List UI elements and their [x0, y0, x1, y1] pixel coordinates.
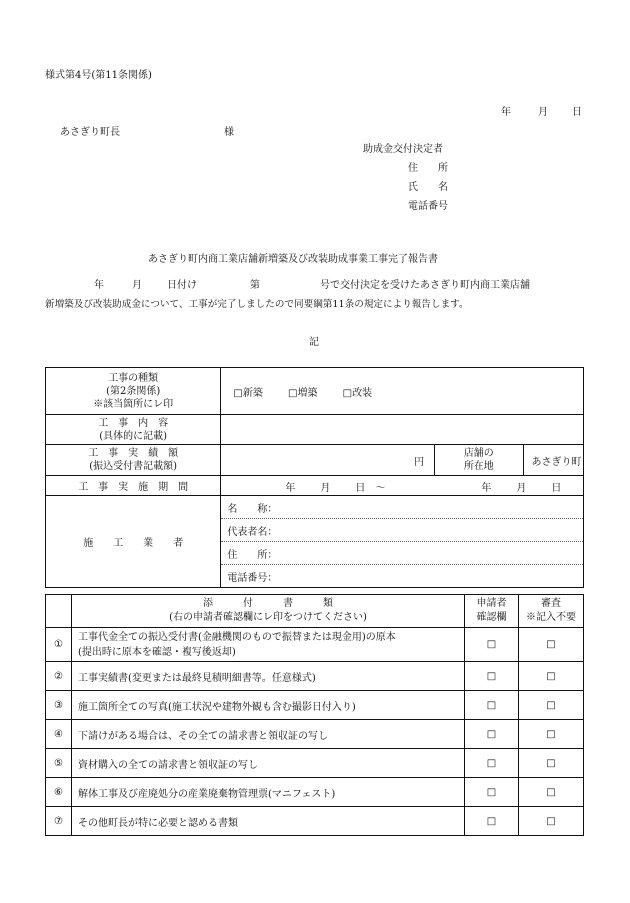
body-line2: 新増築及び改装助成金について、工事が完了しましたので同要綱第11条の規定により報告します。 [45, 299, 469, 310]
applicant-phone-label: 電話番号 [408, 201, 448, 212]
date-month: 月 [538, 107, 548, 118]
review-checkbox: □ [519, 662, 584, 691]
option-extension[interactable]: □増築 [288, 387, 318, 399]
review-checkbox: □ [519, 749, 584, 778]
applicant-heading: 助成金交付決定者 [363, 144, 443, 155]
contractor-fields [221, 496, 584, 588]
row-number: ① [46, 628, 72, 662]
work-period-label: 工 事 実 施 期 間 [46, 476, 221, 496]
table-row [46, 662, 584, 691]
attachments-table [45, 594, 584, 836]
body-day: 日付け [167, 280, 197, 291]
yen-unit: 円 [414, 456, 425, 468]
work-content-field[interactable] [221, 415, 584, 445]
contractor-label: 施 工 業 者 [46, 496, 221, 588]
work-details-table [45, 367, 584, 588]
work-amount-field[interactable] [221, 445, 435, 476]
applicant-checkbox[interactable]: □ [465, 778, 519, 807]
table-row [46, 691, 584, 720]
body-number-prefix: 第 [250, 280, 260, 291]
row-text: 下請けがある場合は、その全ての請求書と領収証の写し [72, 720, 465, 749]
row-number: ⑥ [46, 778, 72, 807]
row-text: その他町長が特に必要と認める書類 [72, 807, 465, 836]
applicant-check-header: 申請者 確認欄 [465, 595, 519, 628]
review-checkbox: □ [519, 628, 584, 662]
addressee-honorific: 様 [224, 127, 234, 138]
applicant-name-label: 氏 名 [408, 182, 448, 193]
applicant-checkbox[interactable]: □ [465, 662, 519, 691]
option-renovation[interactable]: □改装 [342, 387, 373, 399]
period-end-month: 月 [516, 483, 527, 494]
store-location-label: 店舗の 所在地 [435, 445, 523, 476]
addressee-name: あさぎり町長 [60, 127, 120, 138]
period-end-day: 日 [551, 483, 562, 494]
period-start-month: 月 [320, 483, 331, 494]
table-row [46, 749, 584, 778]
date-year: 年 [501, 107, 511, 118]
work-amount-label: 工 事 実 績 額 (振込受付書記載額) [46, 445, 221, 476]
review-checkbox: □ [519, 720, 584, 749]
row-number: ⑤ [46, 749, 72, 778]
applicant-checkbox[interactable]: □ [465, 691, 519, 720]
work-type-options [221, 368, 584, 415]
review-header: 審査 ※記入不要 [519, 595, 584, 628]
work-type-label: 工事の種類 (第2条関係) ※該当箇所にレ印 [46, 368, 221, 415]
applicant-checkbox[interactable]: □ [465, 807, 519, 836]
contractor-name-field[interactable]: 名 称： [221, 496, 583, 519]
contractor-rep-field[interactable]: 代表者名： [221, 519, 583, 542]
body-line1-rest: 号で交付決定を受けたあさぎり町内商工業店舗 [320, 280, 530, 291]
body-year: 年 [94, 280, 104, 291]
store-location-field[interactable]: あさぎり町 [523, 445, 583, 476]
applicant-address-label: 住 所 [408, 163, 448, 174]
row-number: ③ [46, 691, 72, 720]
table-row [46, 628, 584, 662]
work-period-field[interactable] [221, 476, 584, 496]
table-row [46, 807, 584, 836]
period-start-day: 日 〜 [355, 483, 386, 494]
period-start-year: 年 [285, 483, 296, 494]
table-row [46, 720, 584, 749]
contractor-phone-field[interactable]: 電話番号： [227, 572, 278, 584]
row-text: 資材購入の全ての請求書と領収証の写し [72, 749, 465, 778]
row-text: 施工箇所全ての写真(施工状況や建物外観も含む撮影日付入り) [72, 691, 465, 720]
review-checkbox: □ [519, 691, 584, 720]
applicant-checkbox[interactable]: □ [465, 749, 519, 778]
row-number: ⑦ [46, 807, 72, 836]
review-checkbox: □ [519, 778, 584, 807]
report-title: あさぎり町内商工業店舗新増築及び改装助成事業工事完了報告書 [148, 254, 438, 265]
row-number: ④ [46, 720, 72, 749]
period-end-year: 年 [481, 483, 492, 494]
row-number: ② [46, 662, 72, 691]
review-checkbox: □ [519, 807, 584, 836]
contractor-address-field[interactable]: 住 所： [221, 542, 583, 565]
form-number: 様式第4号(第11条関係) [45, 70, 152, 81]
attachments-header: 添 付 書 類 (右の申請者確認欄にレ印をつけてください) [72, 595, 465, 628]
ki-label: 記 [309, 337, 319, 348]
table-row [46, 778, 584, 807]
applicant-checkbox[interactable]: □ [465, 720, 519, 749]
body-month: 月 [132, 280, 142, 291]
date-day: 日 [572, 107, 582, 118]
option-new-build[interactable]: □新築 [233, 387, 263, 399]
row-text: 工事実績書(変更または最終見積明細書等。任意様式) [72, 662, 465, 691]
work-content-label: 工 事 内 容 (具体的に記載) [46, 415, 221, 445]
row-text: 解体工事及び産廃処分の産業廃棄物管理票(マニフェスト) [72, 778, 465, 807]
applicant-checkbox[interactable]: □ [465, 628, 519, 662]
row-text: 工事代金全ての振込受付書(金融機関のもので振替または現金用)の原本 (提出時に原本を確認・複写後返却) [72, 628, 465, 662]
